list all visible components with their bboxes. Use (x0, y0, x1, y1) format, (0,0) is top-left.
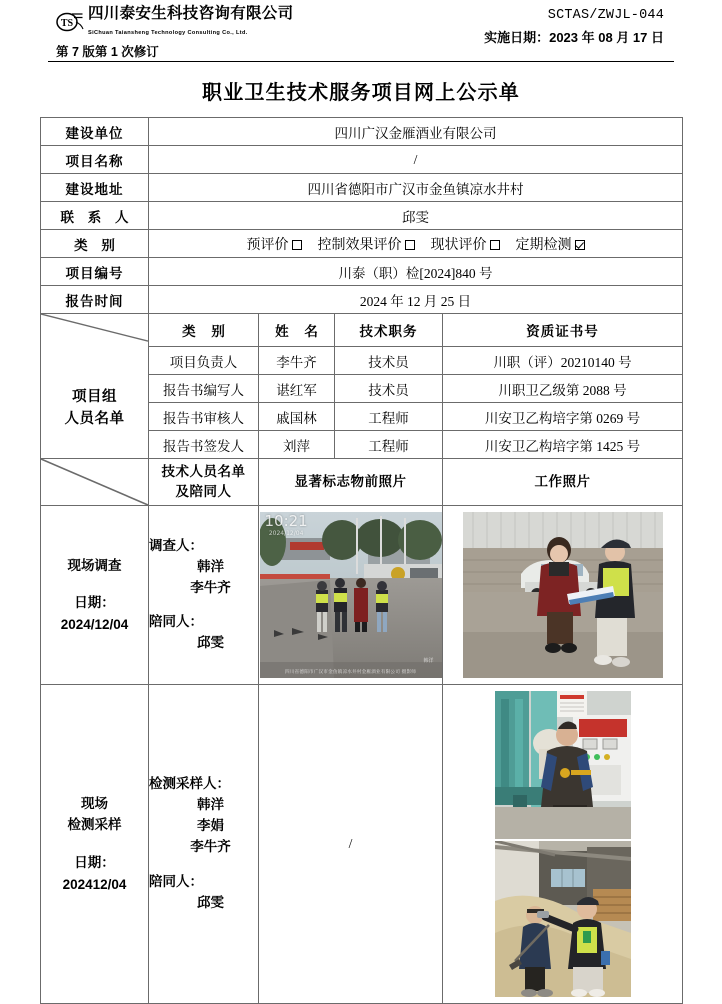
value-construction-unit: 四川广汉金雁酒业有限公司 (149, 118, 683, 146)
photo-footer-caption: 四川省德阳市广汉市金鱼镇凉水井村金雁酒业有限公司 摄影师 (284, 670, 417, 675)
label-construction-address: 建设地址 (41, 174, 149, 202)
personnel-group-label (41, 387, 148, 431)
personnel-role: 报告书签发人 (149, 431, 259, 459)
label-project-number: 项目编号 (41, 258, 149, 286)
category-option-label: 现状评价 (430, 237, 487, 253)
company-name-block (88, 6, 386, 38)
personnel-post: 工程师 (335, 403, 443, 431)
ts-monogram-icon (56, 12, 84, 32)
personnel-certificate: 川职卫乙级第 2088 号 (443, 375, 683, 403)
column-header-post: 技术职务 (335, 314, 443, 347)
table-row-category (41, 230, 683, 258)
personnel-role: 报告书编写人 (149, 375, 259, 403)
company-logo (56, 6, 386, 38)
category-option-pre-evaluation[interactable] (247, 234, 302, 254)
stage-name-site-survey: 现场调查 (67, 557, 122, 573)
stage-name-sampling-line2: 检测采样 (67, 817, 122, 833)
label-construction-unit: 建设单位 (41, 118, 149, 146)
column-header-certificate: 资质证书号 (443, 314, 683, 347)
personnel-name: 李牛齐 (259, 347, 335, 375)
value-report-time: 2024 年 12 月 25 日 (149, 286, 683, 314)
value-construction-address: 四川省德阳市广汉市金鱼镇凉水井村 (149, 174, 683, 202)
label-category: 类 别 (41, 230, 149, 258)
header-right-block (484, 8, 664, 46)
standard-code: SCTAS/ZWJL-044 (547, 8, 664, 23)
survey-personnel-list (149, 506, 259, 685)
personnel-name: 谌红军 (259, 375, 335, 403)
survey-role-escort: 陪同人： (149, 614, 203, 630)
column-header-name: 姓 名 (259, 314, 335, 347)
sampling-work-photo-1 (495, 691, 631, 839)
header-left-block (56, 6, 386, 60)
sampling-escort-name: 邱雯 (197, 894, 224, 910)
sampling-personnel-list (149, 685, 259, 1004)
column-header-work-photo: 工作照片 (443, 459, 683, 506)
label-contact-person: 联 系 人 (41, 202, 149, 230)
personnel-name: 刘萍 (259, 431, 335, 459)
survey-work-photo (463, 512, 663, 678)
category-option-periodic-testing[interactable] (516, 234, 585, 254)
company-name-en: SiChuan Taiansheng Technology Consulting Co., Ltd. (88, 30, 248, 36)
column-header-personnel-line1: 技术人员名单 (161, 463, 246, 479)
company-name-cn: 四川泰安生科技咨询有限公司 (88, 5, 294, 22)
stage-date-label-sampling: 日期： (74, 855, 115, 870)
photo-watermark: 韩洋 (423, 658, 434, 664)
sampling-work-photo-2 (495, 841, 631, 997)
sampling-role-escort: 陪同人： (149, 873, 203, 889)
photo-section-corner-cell (41, 459, 149, 506)
spacer (149, 858, 258, 872)
stage-date-value-site-survey: 2024/12/04 (60, 616, 129, 632)
personnel-group-label-line1: 项目组 (72, 389, 117, 406)
survey-escort-name: 邱雯 (197, 635, 224, 651)
label-project-name: 项目名称 (41, 146, 149, 174)
column-header-personnel-and-escort (149, 459, 259, 506)
value-category (149, 230, 683, 258)
table-row-site-survey (41, 506, 683, 685)
personnel-certificate: 川安卫乙构培字第 0269 号 (443, 403, 683, 431)
table-row-contact-person (41, 202, 683, 230)
table-row-project-number (41, 258, 683, 286)
category-option-status-evaluation[interactable] (431, 234, 500, 254)
document-header (40, 0, 682, 62)
photo-timestamp-date: 2024/12/04 (268, 530, 304, 537)
sampling-sampler-name: 韩洋 (197, 797, 224, 813)
sampling-sampler-name: 李娟 (197, 818, 224, 834)
column-header-personnel-line2: 及陪同人 (175, 484, 232, 499)
checkbox-pre-evaluation[interactable] (292, 240, 302, 250)
survey-work-photo-cell (443, 506, 683, 685)
table-row-photo-header (41, 459, 683, 506)
sampling-landmark-photo-placeholder: / (259, 685, 443, 1004)
public-notice-table (40, 117, 683, 1004)
photo-timestamp-time: 10:21 (264, 512, 308, 530)
revision-text: 第 7 版第 1 次修订 (56, 45, 159, 59)
stage-label-site-survey (41, 506, 149, 685)
checkbox-control-effect[interactable] (405, 240, 415, 250)
table-row-construction-unit (41, 118, 683, 146)
checkbox-status-evaluation[interactable] (490, 240, 500, 250)
svg-text:TS: TS (60, 18, 74, 29)
value-project-name: / (149, 146, 683, 174)
label-report-time: 报告时间 (41, 286, 149, 314)
personnel-name: 戚国林 (259, 403, 335, 431)
personnel-group-label-cell (41, 314, 149, 459)
survey-landmark-photo-cell (259, 506, 443, 685)
value-project-number: 川泰（职）检[2024]840 号 (149, 258, 683, 286)
table-row-construction-address (41, 174, 683, 202)
personnel-certificate: 川安卫乙构培字第 1425 号 (443, 431, 683, 459)
category-option-label: 预评价 (246, 237, 289, 253)
stage-label-site-sampling (41, 685, 149, 1004)
survey-investigator-name: 韩洋 (197, 558, 224, 574)
personnel-role: 报告书审核人 (149, 403, 259, 431)
survey-investigator-name: 李牛齐 (190, 579, 231, 595)
personnel-certificate: 川职（评）20210140 号 (443, 347, 683, 375)
survey-role-investigator: 调查人： (149, 537, 203, 553)
personnel-post: 工程师 (335, 431, 443, 459)
personnel-role: 项目负责人 (149, 347, 259, 375)
table-row-site-sampling (41, 685, 683, 1004)
category-option-label: 定期检测 (515, 237, 572, 253)
table-row-project-name (41, 146, 683, 174)
category-options (149, 234, 682, 254)
personnel-post: 技术员 (335, 375, 443, 403)
sampling-role-sampler: 检测采样人： (149, 776, 230, 792)
stage-date-label-site-survey: 日期： (74, 595, 115, 611)
spacer (149, 598, 258, 612)
sampling-sampler-name: 李牛齐 (190, 839, 231, 854)
column-header-landmark-photo: 显著标志物前照片 (259, 459, 443, 506)
table-row-personnel-header (41, 314, 683, 347)
value-contact-person: 邱雯 (149, 202, 683, 230)
header-divider (48, 61, 674, 62)
sampling-work-photo-stack (443, 691, 682, 997)
column-header-role: 类 别 (149, 314, 259, 347)
personnel-group-label-line2: 人员名单 (64, 411, 125, 427)
stage-name-sampling-line1: 现场 (81, 795, 108, 811)
checkbox-periodic-testing[interactable] (575, 240, 585, 250)
table-row-report-time (41, 286, 683, 314)
category-option-label: 控制效果评价 (317, 237, 402, 253)
sampling-work-photo-cell (443, 685, 683, 1004)
category-option-control-effect[interactable] (318, 234, 415, 254)
photo-timestamp (265, 514, 308, 537)
page-title: 职业卫生技术服务项目网上公示单 (202, 82, 520, 104)
stage-date-value-sampling: 202412/04 (62, 876, 127, 892)
implementation-date: 实施日期：2023 年 08 月 17 日 (484, 30, 664, 45)
survey-landmark-photo (260, 512, 442, 678)
personnel-post: 技术员 (335, 347, 443, 375)
